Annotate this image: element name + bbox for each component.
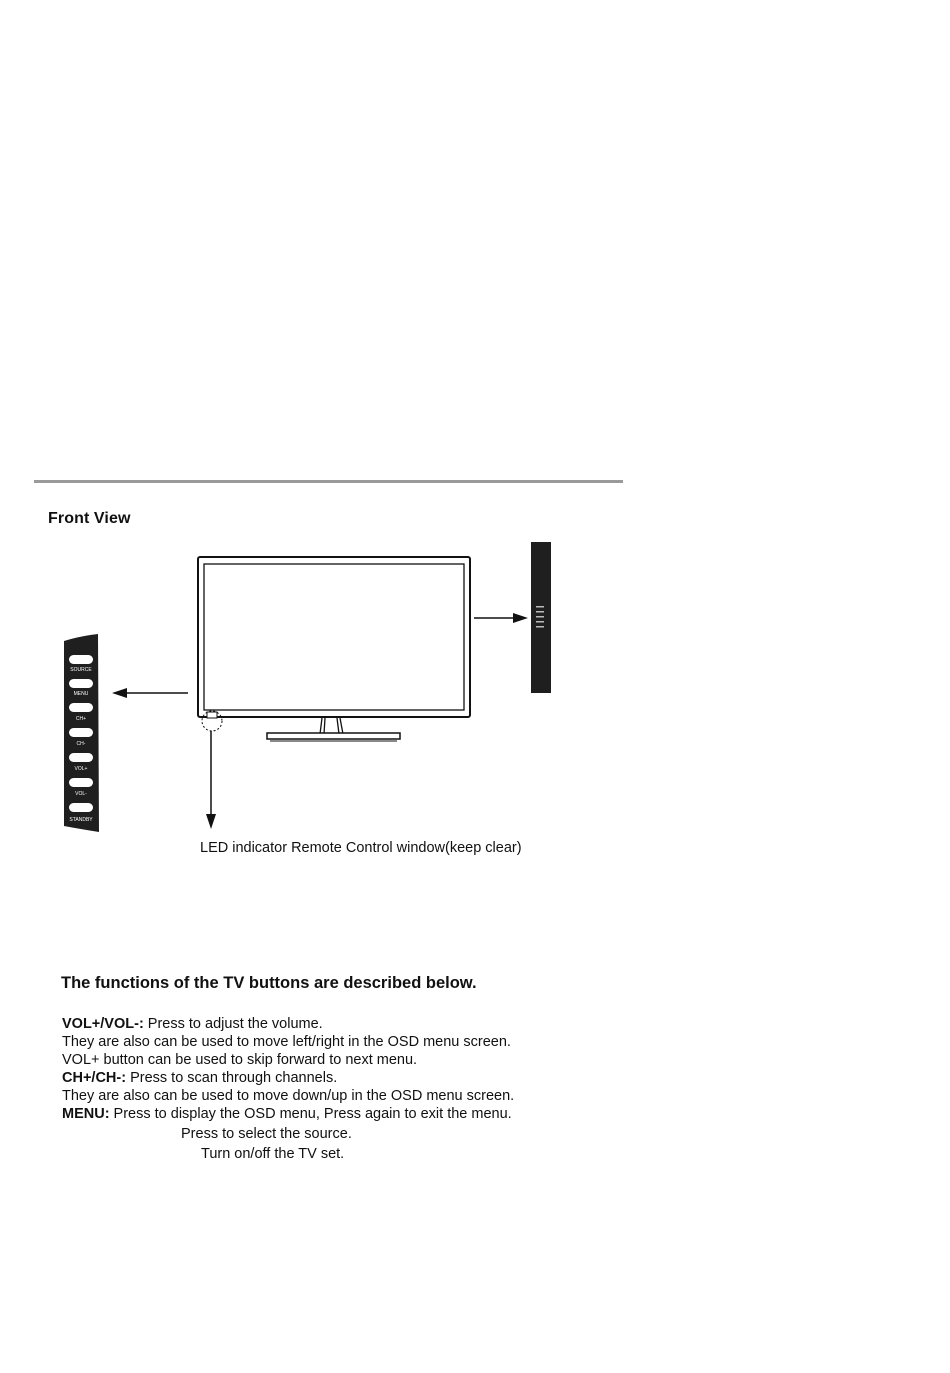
source-line: Press to select the source. xyxy=(181,1126,352,1142)
functions-intro: The functions of the TV buttons are described below. xyxy=(61,974,477,992)
panel-label-vol-down: VOL- xyxy=(75,791,87,797)
diagram-caption: LED indicator Remote Control window(keep clear) xyxy=(200,840,522,856)
vol-label: VOL+/VOL-: xyxy=(62,1016,144,1032)
ch-text: Press to scan through channels. xyxy=(126,1070,338,1086)
front-view-diagram xyxy=(0,530,640,870)
tv-stand-neck xyxy=(320,718,343,734)
led-sensor xyxy=(207,712,217,718)
vol-line-2: They are also can be used to move left/right in the OSD menu screen. xyxy=(62,1034,511,1050)
panel-label-menu: MENU xyxy=(73,691,89,697)
functions-description xyxy=(62,1015,514,1163)
panel-label-standby: STANDBY xyxy=(69,817,93,823)
vol-text: Press to adjust the volume. xyxy=(143,1016,323,1032)
vol-line xyxy=(62,1015,514,1033)
section-title: Front View xyxy=(48,510,131,527)
panel-label-ch-down: CH- xyxy=(76,741,86,747)
menu-line xyxy=(62,1105,514,1123)
menu-text: Press to display the OSD menu, Press again to exit the menu. xyxy=(109,1106,512,1122)
panel-label-source: SOURCE xyxy=(70,667,92,673)
ch-label: CH+/CH-: xyxy=(62,1070,127,1086)
standby-line: Turn on/off the TV set. xyxy=(201,1146,345,1162)
panel-label-ch-up: CH+ xyxy=(75,716,87,722)
tv-screen xyxy=(204,564,464,710)
tv-bezel xyxy=(198,557,470,717)
tv-stand-base xyxy=(267,733,400,739)
section-divider xyxy=(34,480,623,483)
menu-label: MENU: xyxy=(62,1106,110,1122)
panel-label-vol-up: VOL+ xyxy=(74,766,88,772)
vol-line-3: VOL+ button can be used to skip forward to next menu. xyxy=(62,1052,418,1068)
ch-line xyxy=(62,1069,514,1087)
ch-line-2: They are also can be used to move down/up in the OSD menu screen. xyxy=(62,1088,515,1104)
